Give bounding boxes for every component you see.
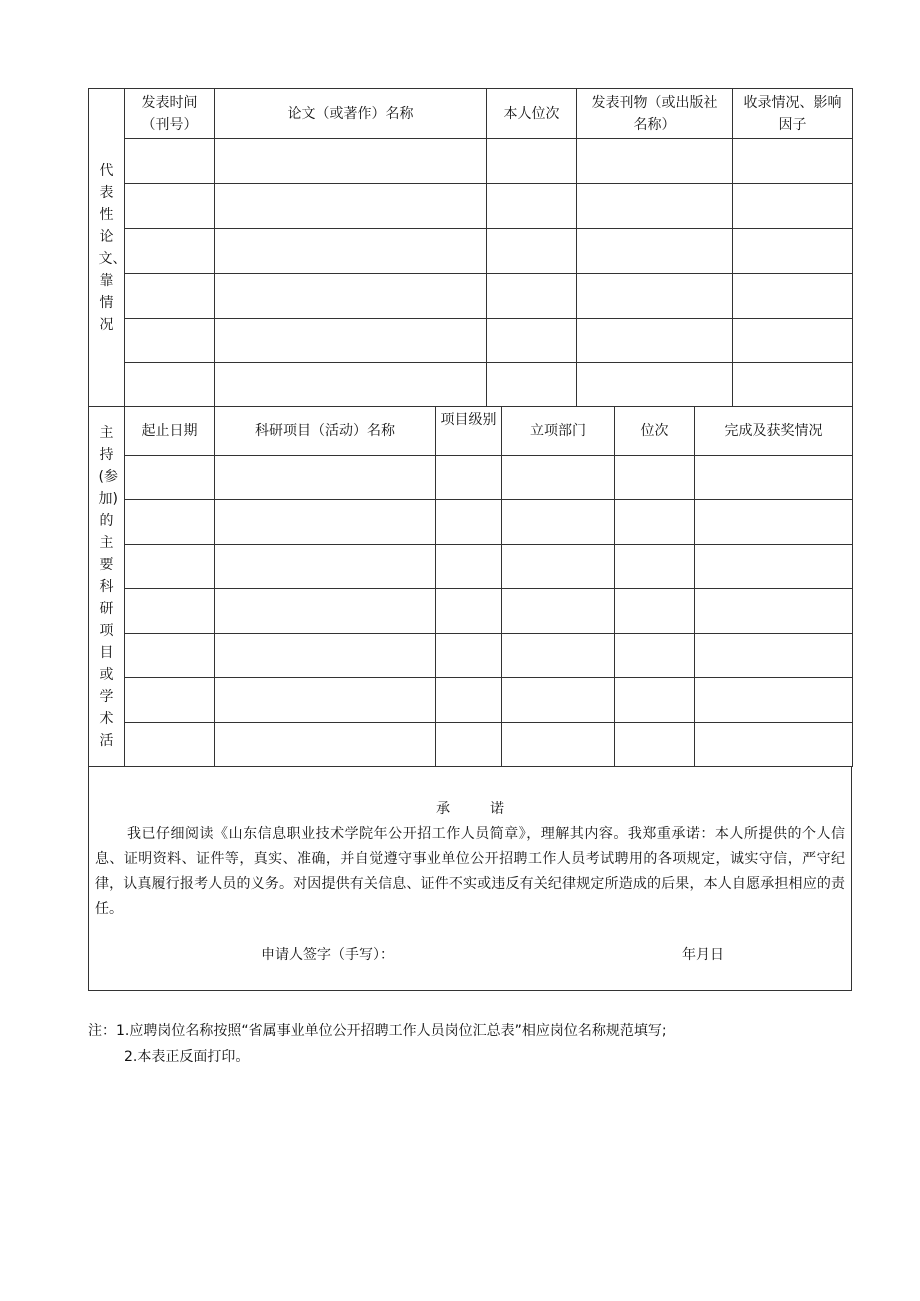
table-row: [89, 229, 853, 274]
table-row: [89, 139, 853, 184]
input-cell[interactable]: [487, 274, 577, 319]
input-cell[interactable]: [733, 363, 853, 407]
col-header-project-name: 科研项目（活动）名称: [215, 407, 436, 456]
col-header-paper-title: 论文（或著作）名称: [215, 89, 487, 139]
table-row: [89, 500, 853, 545]
input-cell[interactable]: [615, 589, 695, 634]
table-row: [89, 319, 853, 363]
col-header-approving-dept: 立项部门: [502, 407, 615, 456]
col-header-awards: 完成及获奖情况: [695, 407, 853, 456]
input-cell[interactable]: [577, 319, 733, 363]
input-cell[interactable]: [436, 545, 502, 589]
input-cell[interactable]: [695, 500, 853, 545]
input-cell[interactable]: [695, 723, 853, 767]
input-cell[interactable]: [215, 319, 487, 363]
col-header-publish-time: 发表时间（刊号）: [125, 89, 215, 139]
input-cell[interactable]: [733, 319, 853, 363]
input-cell[interactable]: [215, 545, 436, 589]
input-cell[interactable]: [502, 545, 615, 589]
input-cell[interactable]: [577, 184, 733, 229]
input-cell[interactable]: [695, 589, 853, 634]
projects-table: [88, 406, 853, 767]
col-header-journal: 发表刊物（或出版社名称）: [577, 89, 733, 139]
footnote-2: 2.本表正反面打印。: [124, 1049, 250, 1065]
input-cell[interactable]: [615, 634, 695, 678]
input-cell[interactable]: [215, 678, 436, 723]
input-cell[interactable]: [125, 500, 215, 545]
input-cell[interactable]: [125, 274, 215, 319]
input-cell[interactable]: [125, 319, 215, 363]
input-cell[interactable]: [215, 274, 487, 319]
input-cell[interactable]: [577, 229, 733, 274]
col-header-author-rank: 本人位次: [487, 89, 577, 139]
input-cell[interactable]: [487, 319, 577, 363]
input-cell[interactable]: [502, 589, 615, 634]
input-cell[interactable]: [487, 363, 577, 407]
input-cell[interactable]: [125, 229, 215, 274]
projects-section-label: 主持(参加)的主要科研项目或学术活: [89, 407, 125, 767]
signature-label: 申请人签字（手写）：: [261, 947, 394, 963]
input-cell[interactable]: [577, 139, 733, 184]
input-cell[interactable]: [502, 456, 615, 500]
input-cell[interactable]: [615, 723, 695, 767]
input-cell[interactable]: [125, 545, 215, 589]
input-cell[interactable]: [502, 723, 615, 767]
input-cell[interactable]: [695, 678, 853, 723]
input-cell[interactable]: [615, 500, 695, 545]
table-row: [89, 678, 853, 723]
table-row: [89, 363, 853, 407]
col-header-rank: 位次: [615, 407, 695, 456]
input-cell[interactable]: [125, 634, 215, 678]
input-cell[interactable]: [577, 274, 733, 319]
pledge-text: 我已仔细阅读《山东信息职业技术学院年公开招工作人员简章》，理解其内容。我郑重承诺：本人所提供的个人信息、证明资料、证件等，真实、准确，并自觉遵守事业单位公开招聘工作人员考试聘用的各项规定，诚实守信，严守纪律，认真履行报考人员的义务。对因提供有关信息、证件不实或违反有关纪律规定所造成的后果，本人自愿承担相应的责任。: [95, 826, 845, 917]
pledge-section: [88, 766, 852, 991]
input-cell[interactable]: [215, 634, 436, 678]
input-cell[interactable]: [125, 456, 215, 500]
papers-header-row: [89, 89, 853, 139]
input-cell[interactable]: [733, 139, 853, 184]
input-cell[interactable]: [125, 363, 215, 407]
input-cell[interactable]: [733, 274, 853, 319]
input-cell[interactable]: [615, 678, 695, 723]
col-header-indexing: 收录情况、影响因子: [733, 89, 853, 139]
input-cell[interactable]: [215, 139, 487, 184]
projects-header-row: [89, 407, 853, 456]
input-cell[interactable]: [695, 545, 853, 589]
input-cell[interactable]: [695, 456, 853, 500]
input-cell[interactable]: [615, 456, 695, 500]
input-cell[interactable]: [436, 723, 502, 767]
input-cell[interactable]: [436, 589, 502, 634]
input-cell[interactable]: [215, 723, 436, 767]
pledge-title: 承诺: [436, 801, 544, 817]
input-cell[interactable]: [436, 456, 502, 500]
table-row: [89, 184, 853, 229]
table-row: [89, 545, 853, 589]
table-row: [89, 589, 853, 634]
input-cell[interactable]: [487, 184, 577, 229]
footnotes: [88, 1018, 667, 1070]
input-cell[interactable]: [502, 634, 615, 678]
papers-section-label: 代表性论文、靠情况: [89, 89, 125, 407]
input-cell[interactable]: [125, 589, 215, 634]
input-cell[interactable]: [436, 634, 502, 678]
input-cell[interactable]: [577, 363, 733, 407]
input-cell[interactable]: [215, 500, 436, 545]
input-cell[interactable]: [125, 678, 215, 723]
input-cell[interactable]: [215, 456, 436, 500]
input-cell[interactable]: [215, 184, 487, 229]
input-cell[interactable]: [487, 139, 577, 184]
input-cell[interactable]: [436, 678, 502, 723]
input-cell[interactable]: [215, 363, 487, 407]
papers-table: [88, 88, 853, 407]
input-cell[interactable]: [215, 589, 436, 634]
col-header-date-range: 起止日期: [125, 407, 215, 456]
input-cell[interactable]: [125, 139, 215, 184]
input-cell[interactable]: [695, 634, 853, 678]
table-row: [89, 723, 853, 767]
input-cell[interactable]: [215, 229, 487, 274]
input-cell[interactable]: [487, 229, 577, 274]
table-row: [89, 634, 853, 678]
col-header-project-level: 项目级别: [436, 407, 502, 456]
input-cell[interactable]: [615, 545, 695, 589]
table-row: [89, 274, 853, 319]
table-row: [89, 456, 853, 500]
input-cell[interactable]: [436, 500, 502, 545]
input-cell[interactable]: [125, 184, 215, 229]
input-cell[interactable]: [502, 500, 615, 545]
date-label: 年月日: [682, 947, 724, 963]
input-cell[interactable]: [125, 723, 215, 767]
input-cell[interactable]: [733, 184, 853, 229]
footnote-1: 注：1.应聘岗位名称按照“省属事业单位公开招聘工作人员岗位汇总表”相应岗位名称规范填写;: [88, 1023, 667, 1039]
input-cell[interactable]: [733, 229, 853, 274]
input-cell[interactable]: [502, 678, 615, 723]
